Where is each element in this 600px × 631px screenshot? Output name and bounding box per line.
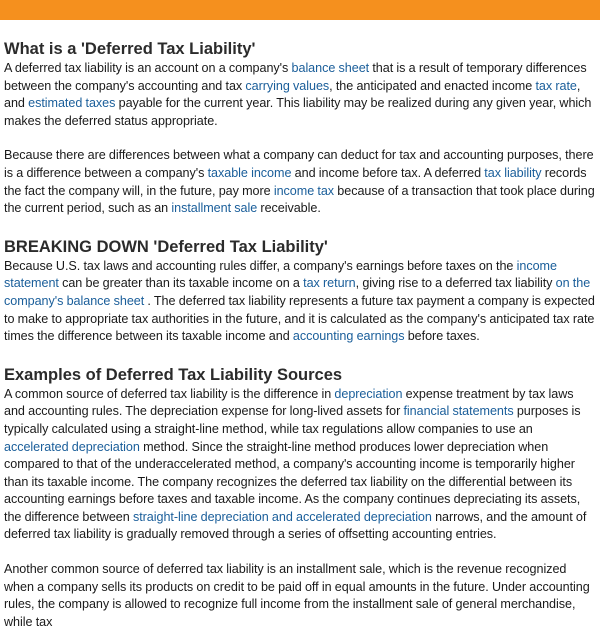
term-link[interactable]: taxable income — [207, 165, 292, 180]
text-run: and income before tax. A deferred — [291, 165, 485, 180]
term-link[interactable]: installment sale — [171, 201, 258, 216]
text-run: A common source of deferred tax liability is the difference in — [4, 386, 335, 401]
text-run: . The deferred tax liability represents a future tax payment a company is expected to make to appropriate tax authorities in the future, and it is calculated as the company's anticipated tax rate times the difference between its taxable income and — [4, 293, 595, 344]
text-run: , giving rise to a deferred tax liability — [355, 276, 556, 291]
term-link[interactable]: depreciation — [334, 386, 403, 401]
text-run: Another common source of deferred tax liability is an installment sale, which is the revenue recognized when a company sells its products on credit to be paid off in equal amounts in the future. Under accounting rules, the company is allowed to recognize full income from the installment sale of general merchandise, while tax — [4, 562, 590, 629]
paragraph — [4, 258, 597, 346]
term-link[interactable]: tax return — [303, 276, 356, 291]
text-run: method. Since the straight-line method produces lower depreciation when compared to that of the underaccelerated method, a company's accounting income is temporarily higher than its taxable income. The company recognizes the deferred tax liability on the differential between its accounting earnings before taxes and taxable income. As the company continues depreciating its assets, the difference between — [4, 439, 581, 524]
term-link[interactable]: carrying values — [245, 78, 330, 93]
term-link[interactable]: accelerated depreciation — [4, 439, 140, 454]
paragraph — [4, 386, 597, 544]
article-body — [0, 39, 600, 631]
term-link[interactable]: balance sheet — [291, 61, 370, 75]
paragraph — [4, 147, 597, 217]
section-heading: Examples of Deferred Tax Liability Sources — [4, 365, 343, 384]
term-link[interactable]: estimated taxes — [28, 96, 116, 111]
text-run: because of a transaction that took place during the current period, such as an — [4, 183, 595, 216]
term-link[interactable]: income tax — [273, 183, 335, 198]
term-link[interactable]: straight-line depreciation and accelerated depreciation — [132, 509, 432, 524]
term-link[interactable]: income statement — [4, 258, 557, 291]
text-run: A deferred tax liability is an account on a company's — [4, 61, 292, 75]
text-run: payable for the current year. This liability may be realized during any given year, which makes the deferred status appropriate. — [4, 96, 592, 128]
text-run: records the fact the company will, in the future, pay more — [4, 165, 587, 198]
term-link[interactable]: financial statements — [403, 404, 514, 419]
term-link[interactable]: tax liability — [484, 165, 542, 180]
text-run: expense treatment by tax laws and accounting rules. The depreciation expense for long-lived assets for — [4, 386, 574, 419]
text-run: purposes is typically calculated using a straight-line method, while tax regulations allow companies to use an — [4, 404, 581, 436]
text-run: Because U.S. tax laws and accounting rules differ, a company's earnings before taxes on the — [4, 258, 517, 273]
text-run: Because there are differences between what a company can deduct for tax and accounting purposes, there is a difference between a company's — [4, 148, 594, 180]
text-run: receivable. — [257, 201, 321, 216]
text-run: that is a result of temporary differences between the company's accounting and tax — [4, 61, 587, 93]
text-run: , and — [4, 78, 581, 111]
term-link[interactable]: tax rate — [535, 78, 577, 93]
top-accent-bar — [0, 0, 600, 20]
term-link[interactable]: on the company's balance sheet — [4, 276, 591, 308]
section-heading: BREAKING DOWN 'Deferred Tax Liability' — [4, 237, 328, 256]
term-link[interactable]: accounting earnings — [292, 329, 405, 344]
text-run: can be greater than its taxable income on a — [58, 276, 304, 291]
text-run: , the anticipated and enacted income — [329, 78, 536, 93]
text-run: before taxes. — [404, 329, 480, 344]
section-heading: What is a 'Deferred Tax Liability' — [4, 40, 256, 58]
text-run: narrows, and the amount of deferred tax liability is gradually removed through a series of offsetting accounting entries. — [4, 509, 587, 542]
paragraph — [4, 60, 597, 130]
paragraph — [4, 561, 597, 631]
